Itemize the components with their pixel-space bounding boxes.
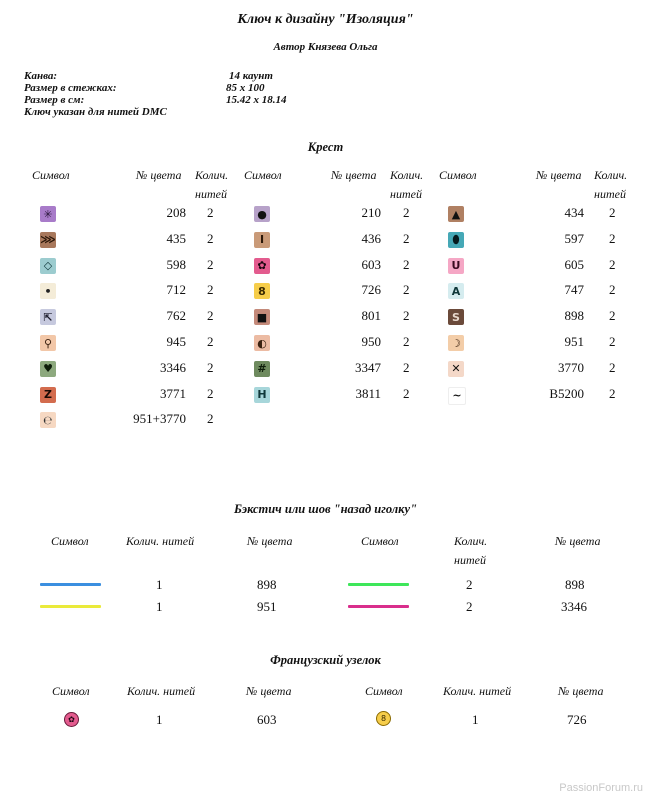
cross-color-number: B5200	[549, 385, 584, 401]
cross-strands: 2	[403, 282, 410, 298]
cross-symbol-icon	[254, 361, 270, 377]
cross-symbol-icon	[40, 309, 56, 325]
cross-strands: 2	[207, 282, 214, 298]
cross-color-number: 3811	[355, 385, 381, 401]
cross-color-number: 603	[361, 256, 381, 272]
knot-header-symbol: Символ	[52, 684, 90, 698]
cross-strands: 2	[207, 411, 214, 427]
cross-color-number: 726	[361, 282, 381, 298]
info-label: Размер в стежках:	[24, 82, 117, 94]
cross-color-number: 436	[361, 230, 381, 246]
cross-color-number: 434	[564, 205, 584, 220]
cross-strands: 2	[403, 359, 410, 375]
cross-color-number: 3771	[160, 385, 186, 401]
cross-color-number: 435	[166, 230, 186, 246]
cross-strands: 2	[403, 205, 410, 220]
backstitch-color-number: 3346	[561, 599, 587, 614]
cross-color-number: 210	[361, 205, 381, 220]
french-knot-symbol-icon	[376, 711, 391, 726]
backstitch-color-number: 898	[565, 577, 585, 592]
knot-header-symbol: Символ	[365, 684, 403, 698]
info-value: 15.42 х 18.14	[226, 94, 287, 106]
cross-header-strands: Колич. нитей	[390, 168, 424, 201]
symbol-glyph: ✳	[43, 207, 53, 221]
cross-symbol-icon	[40, 206, 56, 222]
symbol-glyph: #	[257, 362, 267, 376]
cross-header-symbol: Символ	[32, 168, 70, 182]
info-label: Ключ указан для нитей DMC	[24, 106, 167, 118]
backstitch-header-color: № цвета	[555, 534, 601, 548]
cross-symbol-icon	[40, 412, 56, 428]
knot-header-color: № цвета	[558, 684, 604, 698]
symbol-glyph: •	[44, 284, 52, 298]
backstitch-header-strands: Колич. нитей	[126, 534, 195, 548]
backstitch-section-title: Бэкстич или шов "назад иголку"	[233, 502, 418, 516]
symbol-glyph: ☽	[451, 336, 461, 350]
cross-strands: 2	[207, 359, 214, 375]
cross-header-color: № цвета	[536, 168, 582, 182]
cross-symbol-icon	[254, 309, 270, 325]
cross-symbol-icon	[448, 309, 464, 325]
cross-header-strands: Колич. нитей	[195, 168, 229, 201]
symbol-glyph: ⬮	[452, 233, 460, 247]
symbol-glyph: ⚲	[43, 336, 53, 350]
cross-symbol-icon	[40, 387, 56, 403]
symbol-glyph: ✕	[451, 362, 461, 376]
cross-color-number: 898	[564, 308, 584, 324]
cross-color-number: 3770	[558, 359, 584, 375]
knot-header-strands: Колич. нитей	[127, 684, 196, 698]
symbol-glyph: A	[451, 284, 461, 298]
symbol-glyph: ◇	[43, 259, 53, 273]
cross-color-number: 950	[361, 334, 381, 349]
symbol-glyph: ✿	[257, 259, 267, 273]
cross-color-number: 3346	[160, 359, 186, 375]
cross-header-color: № цвета	[331, 168, 377, 182]
symbol-glyph: Z	[44, 388, 52, 402]
knot-header-strands: Колич. нитей	[443, 684, 512, 698]
cross-color-number: 945	[166, 334, 186, 349]
knot-strands: 1	[472, 712, 479, 727]
cross-header-color: № цвета	[136, 168, 182, 182]
backstitch-line-sample	[348, 583, 409, 586]
cross-symbol-icon	[254, 283, 270, 299]
cross-symbol-icon	[448, 283, 464, 299]
backstitch-line-sample	[40, 605, 101, 608]
cross-symbol-icon	[448, 232, 464, 248]
info-label: Канва:	[24, 70, 58, 82]
cross-symbol-icon	[448, 387, 466, 405]
knot-header-color: № цвета	[246, 684, 292, 698]
cross-symbol-icon	[40, 335, 56, 351]
symbol-glyph: U	[451, 259, 461, 273]
cross-strands: 2	[403, 334, 410, 349]
symbol-glyph: 8	[258, 284, 266, 298]
cross-color-number: 801	[361, 308, 381, 324]
info-value: 14 каунт	[229, 70, 273, 82]
cross-strands: 2	[403, 230, 410, 246]
backstitch-header-symbol: Символ	[361, 534, 399, 548]
cross-symbol-icon	[448, 206, 464, 222]
cross-strands: 2	[207, 308, 214, 324]
cross-strands: 2	[403, 385, 410, 401]
symbol-glyph: ~	[452, 389, 462, 403]
cross-color-number: 597	[564, 230, 584, 246]
symbol-glyph: ▲	[451, 207, 461, 221]
cross-color-number: 3347	[355, 359, 381, 375]
cross-strands: 2	[403, 308, 410, 324]
symbol-glyph: ■	[256, 310, 268, 324]
cross-strands: 2	[207, 205, 214, 220]
french-knot-symbol-icon	[64, 712, 79, 727]
symbol-glyph: ♥	[43, 362, 53, 376]
author-line: Автор Князева Ольга	[273, 41, 378, 53]
cross-symbol-icon	[254, 258, 270, 274]
cross-strands: 2	[207, 385, 214, 401]
backstitch-header-symbol: Символ	[51, 534, 89, 548]
cross-strands: 2	[609, 205, 616, 220]
cross-strands: 2	[403, 256, 410, 272]
info-value: 85 х 100	[226, 82, 265, 94]
cross-symbol-icon	[254, 206, 270, 222]
page-title: Ключ к дизайну "Изоляция"	[237, 12, 414, 27]
watermark: PassionForum.ru	[559, 782, 643, 794]
cross-color-number: 208	[166, 205, 186, 220]
cross-strands: 2	[207, 230, 214, 246]
cross-section-title: Крест	[307, 140, 344, 154]
cross-color-number: 712	[166, 282, 186, 298]
knot-glyph: ✿	[68, 715, 75, 724]
cross-color-number: 747	[564, 282, 584, 298]
cross-strands: 2	[609, 334, 616, 349]
symbol-glyph: ◐	[257, 336, 267, 350]
cross-color-number: 605	[564, 256, 584, 272]
cross-color-number: 598	[166, 256, 186, 272]
info-label: Размер в см:	[24, 94, 85, 106]
backstitch-strands: 2	[466, 599, 473, 614]
knot-color-number: 603	[257, 712, 277, 727]
backstitch-strands: 2	[466, 577, 473, 592]
cross-strands: 2	[609, 385, 616, 401]
cross-strands: 2	[609, 282, 616, 298]
cross-symbol-icon	[40, 258, 56, 274]
symbol-glyph: ●	[257, 207, 267, 221]
cross-symbol-icon	[448, 361, 464, 377]
symbol-glyph: S	[452, 310, 460, 324]
cross-symbol-icon	[254, 335, 270, 351]
symbol-glyph: ⇱	[43, 310, 53, 324]
cross-header-symbol: Символ	[439, 168, 477, 182]
backstitch-strands: 1	[156, 599, 163, 614]
info-values	[226, 70, 287, 106]
cross-color-number: 951+3770	[133, 411, 186, 427]
cross-symbol-icon	[254, 232, 270, 248]
backstitch-color-number: 898	[257, 577, 277, 592]
knot-glyph: 8	[380, 714, 387, 723]
cross-strands: 2	[609, 308, 616, 324]
cross-symbol-icon	[448, 258, 464, 274]
cross-color-number: 951	[564, 334, 584, 349]
symbol-glyph: ℮	[43, 413, 53, 427]
cross-symbol-icon	[40, 283, 56, 299]
cross-strands: 2	[207, 334, 214, 349]
cross-symbol-icon	[40, 361, 56, 377]
cross-header-strands: Колич. нитей	[594, 168, 628, 201]
knot-color-number: 726	[567, 712, 587, 727]
cross-strands: 2	[609, 230, 616, 246]
cross-color-number: 762	[166, 308, 186, 324]
cross-strands: 2	[609, 359, 616, 375]
backstitch-header-strands: Колич. нитей	[454, 534, 488, 567]
backstitch-line-sample	[348, 605, 409, 608]
cross-symbol-icon	[254, 387, 270, 403]
french-knot-section-title: Французский узелок	[270, 653, 381, 667]
backstitch-strands: 1	[156, 577, 163, 592]
cross-strands: 2	[207, 256, 214, 272]
knot-strands: 1	[156, 712, 163, 727]
cross-symbol-icon	[448, 335, 464, 351]
cross-header-symbol: Символ	[244, 168, 282, 182]
symbol-glyph: H	[257, 388, 267, 402]
cross-strands: 2	[609, 256, 616, 272]
backstitch-line-sample	[40, 583, 101, 586]
cross-symbol-icon	[40, 232, 56, 248]
backstitch-header-color: № цвета	[247, 534, 293, 548]
info-labels	[24, 70, 167, 118]
symbol-glyph: ⋙	[40, 233, 56, 247]
symbol-glyph: I	[259, 233, 265, 247]
backstitch-color-number: 951	[257, 599, 277, 614]
